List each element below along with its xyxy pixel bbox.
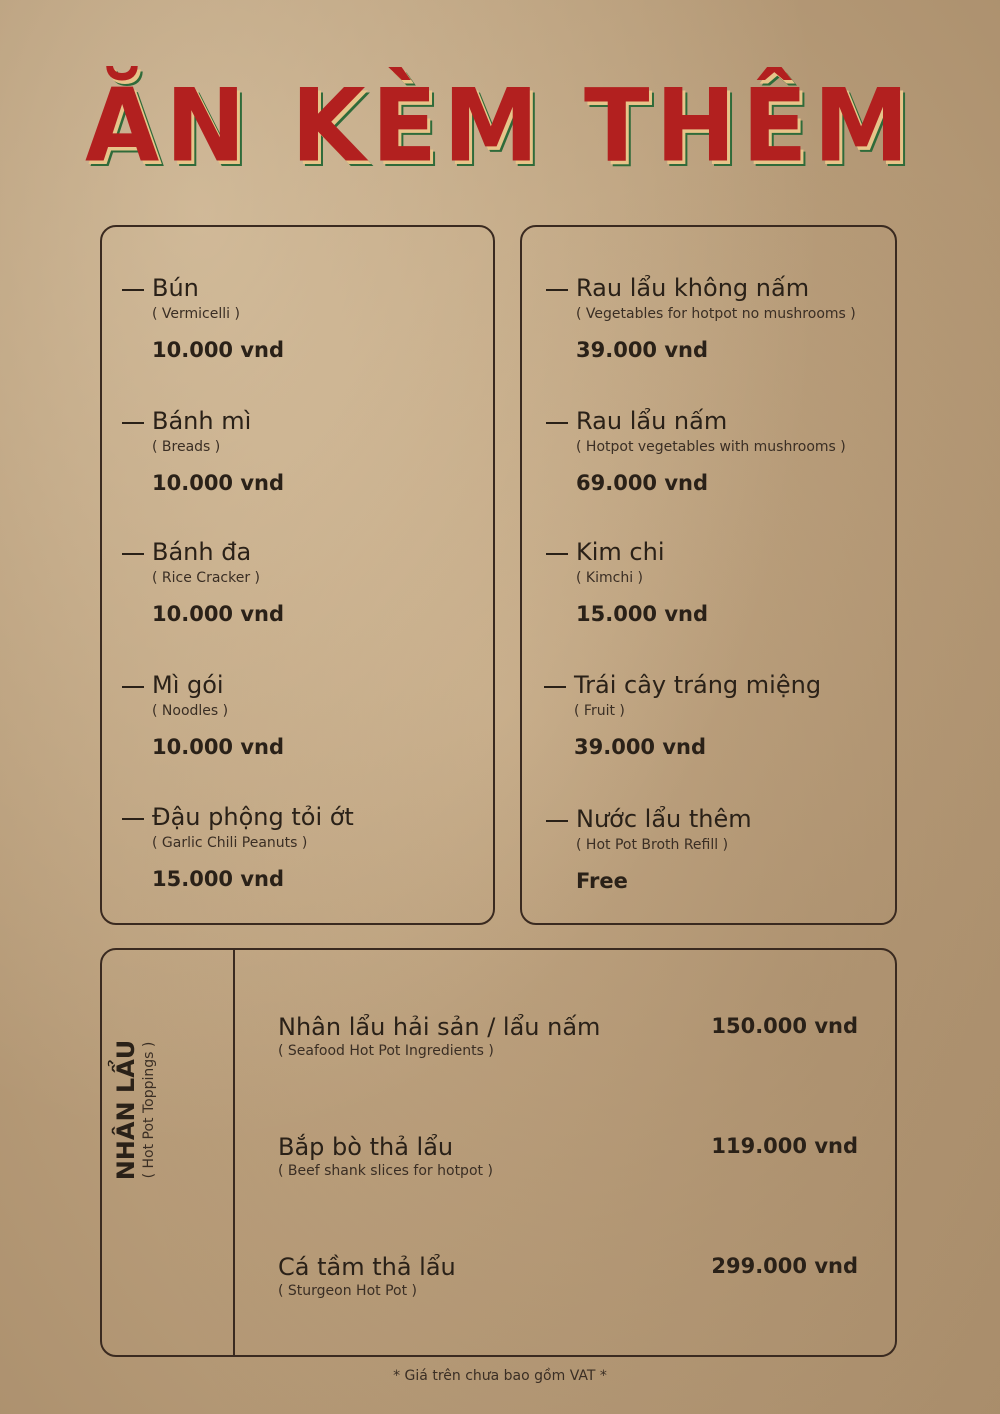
dash-bullet [122,553,144,555]
menu-item [576,273,856,363]
item-name: Nước lẩu thêm [576,805,752,833]
item-price: Free [576,869,628,893]
item-name: Đậu phộng tỏi ớt [152,803,354,831]
dash-bullet [122,422,144,424]
section-title: NHÂN LẨU [112,1039,140,1181]
topping-item [278,1252,858,1300]
dash-bullet [122,686,144,688]
item-name: Bắp bò thả lẩu [278,1133,454,1161]
menu-item [576,537,708,627]
topping-item [278,1012,858,1060]
item-price: 119.000 vnd [711,1134,858,1158]
item-english-name: ( Noodles ) [152,703,229,719]
item-name: Rau lẩu không nấm [576,274,810,302]
dash-bullet [546,553,568,555]
item-name: Nhân lẩu hải sản / lẩu nấm [278,1013,601,1041]
dash-bullet [544,686,566,688]
item-name: Bún [152,274,199,302]
item-english-name: ( Hot Pot Broth Refill ) [576,837,729,853]
item-price: 150.000 vnd [711,1014,858,1038]
item-name: Bánh mì [152,407,252,435]
item-english-name: ( Vegetables for hotpot no mushrooms ) [576,306,856,322]
item-price: 10.000 vnd [152,471,285,495]
item-price: 39.000 vnd [574,735,707,759]
vat-footnote: * Giá trên chưa bao gồm VAT * [393,1368,607,1384]
item-english-name: ( Sturgeon Hot Pot ) [278,1283,418,1299]
item-name: Rau lẩu nấm [576,407,728,435]
item-english-name: ( Fruit ) [574,703,625,719]
item-english-name: ( Hotpot vegetables with mushrooms ) [576,439,846,455]
item-name: Trái cây tráng miệng [574,671,822,699]
side-dishes-panel-left [100,225,495,925]
section-subtitle: ( Hot Pot Toppings ) [141,1041,157,1179]
item-price: 10.000 vnd [152,338,285,362]
item-name: Kim chi [576,538,665,566]
item-name: Mì gói [152,671,224,699]
item-english-name: ( Vermicelli ) [152,306,240,322]
dash-bullet [122,818,144,820]
dash-bullet [122,289,144,291]
item-english-name: ( Seafood Hot Pot Ingredients ) [278,1043,494,1059]
item-english-name: ( Kimchi ) [576,570,643,586]
item-price: 15.000 vnd [576,602,709,626]
menu-item [152,537,284,627]
item-price: 299.000 vnd [711,1254,858,1278]
menu-item [152,273,284,363]
menu-item [152,670,284,760]
menu-item [574,670,821,760]
dash-bullet [546,820,568,822]
panel-divider [233,950,235,1355]
menu-item [576,804,752,894]
item-name: Cá tầm thả lẩu [278,1253,456,1281]
item-english-name: ( Breads ) [152,439,221,455]
dash-bullet [546,289,568,291]
item-name: Bánh đa [152,538,252,566]
side-dishes-panel-right [520,225,897,925]
hotpot-toppings-panel [100,948,897,1357]
item-price: 15.000 vnd [152,867,285,891]
menu-item [152,802,354,892]
toppings-section-label [112,970,172,1250]
page-title: ĂN KÈM THÊM [85,67,915,185]
item-price: 10.000 vnd [152,735,285,759]
topping-item [278,1132,858,1180]
item-english-name: ( Garlic Chili Peanuts ) [152,835,308,851]
item-english-name: ( Rice Cracker ) [152,570,260,586]
item-price: 39.000 vnd [576,338,709,362]
menu-item [576,406,846,496]
item-english-name: ( Beef shank slices for hotpot ) [278,1163,493,1179]
menu-item [152,406,284,496]
item-price: 10.000 vnd [152,602,285,626]
dash-bullet [546,422,568,424]
item-price: 69.000 vnd [576,471,709,495]
